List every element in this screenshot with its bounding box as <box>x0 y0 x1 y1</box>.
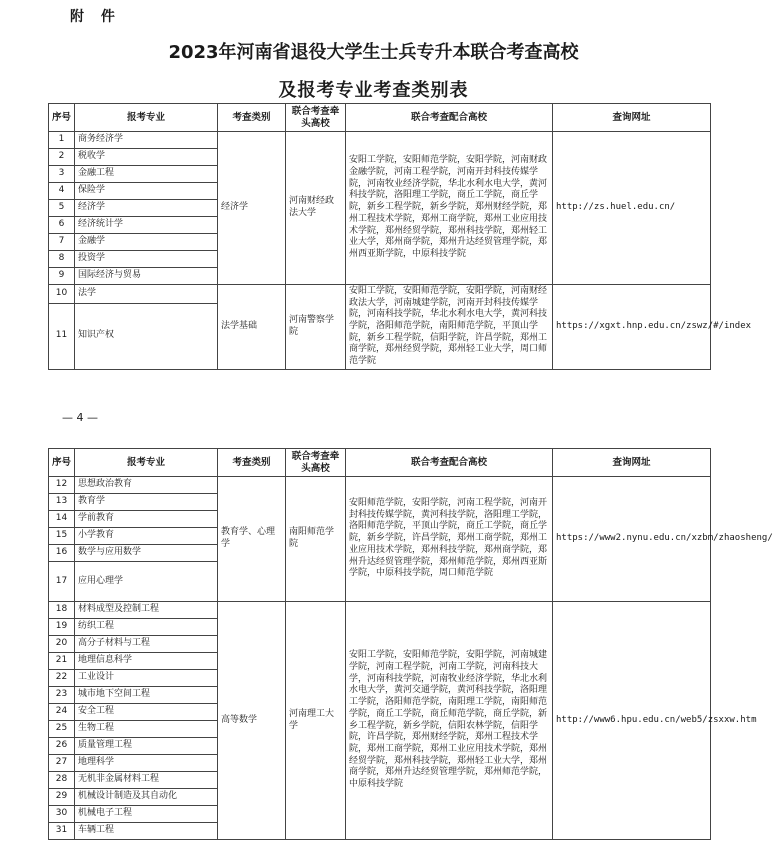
major-name: 车辆工程 <box>75 823 218 840</box>
row-number: 16 <box>49 545 75 562</box>
major-name: 经济学 <box>75 200 218 217</box>
major-name: 安全工程 <box>75 704 218 721</box>
major-name: 材料成型及控制工程 <box>75 602 218 619</box>
row-number: 27 <box>49 755 75 772</box>
partner-schools: 安阳师范学院，安阳学院，河南工程学院，河南开封科技传媒学院，黄河科技学院，洛阳理工学院，洛阳师范学院，平顶山学院，商丘工学院，商丘学院，新乡学院，许昌学院，郑州工商学院，郑州工业应用技术学院，郑州科技学院，郑州商学院，郑州升达经贸管理学院，郑州师范学院，郑州西亚斯学院，中原科技学院，周口师范学院 <box>346 477 553 602</box>
query-url[interactable]: https://xgxt.hnp.edu.cn/zswz/#/index <box>553 285 711 370</box>
document-title-line1: 2023年河南省退役大学生士兵专升本联合考查高校 <box>168 42 579 63</box>
major-name: 国际经济与贸易 <box>75 268 218 285</box>
major-name: 金融学 <box>75 234 218 251</box>
row-number: 31 <box>49 823 75 840</box>
row-number: 8 <box>49 251 75 268</box>
row-number: 20 <box>49 636 75 653</box>
row-number: 12 <box>49 477 75 494</box>
attachment-label: 附 件 <box>70 9 121 25</box>
major-name: 城市地下空间工程 <box>75 687 218 704</box>
row-number: 1 <box>49 132 75 149</box>
row-number: 5 <box>49 200 75 217</box>
row-number: 9 <box>49 268 75 285</box>
row-number: 17 <box>49 562 75 602</box>
row-number: 19 <box>49 619 75 636</box>
major-name: 机械电子工程 <box>75 806 218 823</box>
major-name: 地理信息科学 <box>75 653 218 670</box>
row-number: 18 <box>49 602 75 619</box>
major-name: 思想政治教育 <box>75 477 218 494</box>
header-category: 考查类别 <box>218 104 286 132</box>
document-title-line2: 及报考专业考查类别表 <box>278 80 469 101</box>
row-number: 29 <box>49 789 75 806</box>
lead-school: 河南理工大学 <box>286 602 346 840</box>
row-number: 3 <box>49 166 75 183</box>
row-number: 10 <box>49 285 75 304</box>
row-number: 24 <box>49 704 75 721</box>
query-url[interactable]: http://zs.huel.edu.cn/ <box>553 132 711 285</box>
exam-category: 高等数学 <box>218 602 286 840</box>
exam-category: 教育学、心理学 <box>218 477 286 602</box>
header-no: 序号 <box>49 449 75 477</box>
major-name: 商务经济学 <box>75 132 218 149</box>
major-name: 法学 <box>75 285 218 304</box>
row-number: 26 <box>49 738 75 755</box>
page-number: — 4 — <box>62 411 98 424</box>
row-number: 15 <box>49 528 75 545</box>
row-number: 23 <box>49 687 75 704</box>
major-name: 金融工程 <box>75 166 218 183</box>
major-name: 经济统计学 <box>75 217 218 234</box>
major-name: 纺织工程 <box>75 619 218 636</box>
query-url[interactable]: https://www2.nynu.edu.cn/xzbm/zhaosheng/ <box>553 477 711 602</box>
header-url: 查询网址 <box>553 104 711 132</box>
major-name: 无机非金属材料工程 <box>75 772 218 789</box>
table-row <box>49 285 711 304</box>
major-name: 知识产权 <box>75 303 218 369</box>
row-number: 22 <box>49 670 75 687</box>
row-number: 6 <box>49 217 75 234</box>
major-name: 数学与应用数学 <box>75 545 218 562</box>
table-row <box>49 477 711 494</box>
header-lead-school: 联合考查牵头高校 <box>286 104 346 132</box>
query-url[interactable]: http://www6.hpu.edu.cn/web5/zsxxw.htm <box>553 602 711 840</box>
row-number: 30 <box>49 806 75 823</box>
majors-table-part2 <box>48 448 773 840</box>
lead-school: 河南警察学院 <box>286 285 346 370</box>
row-number: 28 <box>49 772 75 789</box>
header-major: 报考专业 <box>75 104 218 132</box>
row-number: 21 <box>49 653 75 670</box>
partner-schools: 安阳工学院，安阳师范学院，安阳学院，河南城建学院，河南工程学院，河南工学院，河南科技大学，河南科技学院，河南牧业经济学院，华北水利水电大学，黄河交通学院，黄河科技学院，洛阳理工学院，洛阳师范学院，南阳理工学院，南阳师范学院，商丘工学院，商丘师范学院，商丘学院，新乡工程学院，新乡学院，信阳农林学院，信阳学院，许昌学院，郑州财经学院，郑州工程技术学院，郑州工商学院，郑州工业应用技术学院，郑州经贸学院，郑州科技学院，郑州轻工业大学，郑州商学院，郑州升达经贸管理学院，郑州师范学院，中原科技学院 <box>346 602 553 840</box>
header-lead-school: 联合考查牵头高校 <box>286 449 346 477</box>
major-name: 地理科学 <box>75 755 218 772</box>
exam-category: 法学基础 <box>218 285 286 370</box>
header-url: 查询网址 <box>553 449 711 477</box>
lead-school: 南阳师范学院 <box>286 477 346 602</box>
lead-school: 河南财经政法大学 <box>286 132 346 285</box>
partner-schools: 安阳工学院，安阳师范学院，安阳学院，河南财经政法大学，河南城建学院，河南开封科技传媒学院，河南科技学院，华北水利水电大学，黄河科技学院，洛阳师范学院，南阳师范学院，平顶山学院，新乡工程学院，信阳学院，许昌学院，郑州工商学院，郑州经贸学院，郑州轻工业大学，周口师范学院 <box>346 285 553 370</box>
major-name: 投资学 <box>75 251 218 268</box>
row-number: 25 <box>49 721 75 738</box>
major-name: 保险学 <box>75 183 218 200</box>
major-name: 机械设计制造及其自动化 <box>75 789 218 806</box>
major-name: 工业设计 <box>75 670 218 687</box>
header-partner-schools: 联合考查配合高校 <box>346 104 553 132</box>
major-name: 生物工程 <box>75 721 218 738</box>
row-number: 13 <box>49 494 75 511</box>
exam-category: 经济学 <box>218 132 286 285</box>
major-name: 教育学 <box>75 494 218 511</box>
header-no: 序号 <box>49 104 75 132</box>
majors-table-part1 <box>48 103 752 370</box>
major-name: 高分子材料与工程 <box>75 636 218 653</box>
row-number: 4 <box>49 183 75 200</box>
major-name: 学前教育 <box>75 511 218 528</box>
partner-schools: 安阳工学院，安阳师范学院，安阳学院，河南财政金融学院，河南工程学院，河南开封科技传媒学院，河南牧业经济学院，华北水利水电大学，黄河科技学院，洛阳理工学院，商丘工学院，商丘学院，新乡工程学院，新乡学院，郑州财经学院，郑州工程技术学院，郑州工商学院，郑州工业应用技术学院，郑州经贸学院，郑州科技学院，郑州轻工业大学，郑州商学院，郑州升达经贸管理学院，郑州西亚斯学院，中原科技学院 <box>346 132 553 285</box>
major-name: 应用心理学 <box>75 562 218 602</box>
table-row <box>49 602 711 619</box>
major-name: 小学教育 <box>75 528 218 545</box>
header-major: 报考专业 <box>75 449 218 477</box>
row-number: 14 <box>49 511 75 528</box>
header-category: 考查类别 <box>218 449 286 477</box>
major-name: 质量管理工程 <box>75 738 218 755</box>
header-partner-schools: 联合考查配合高校 <box>346 449 553 477</box>
row-number: 2 <box>49 149 75 166</box>
row-number: 7 <box>49 234 75 251</box>
table-row <box>49 132 711 149</box>
row-number: 11 <box>49 303 75 369</box>
major-name: 税收学 <box>75 149 218 166</box>
